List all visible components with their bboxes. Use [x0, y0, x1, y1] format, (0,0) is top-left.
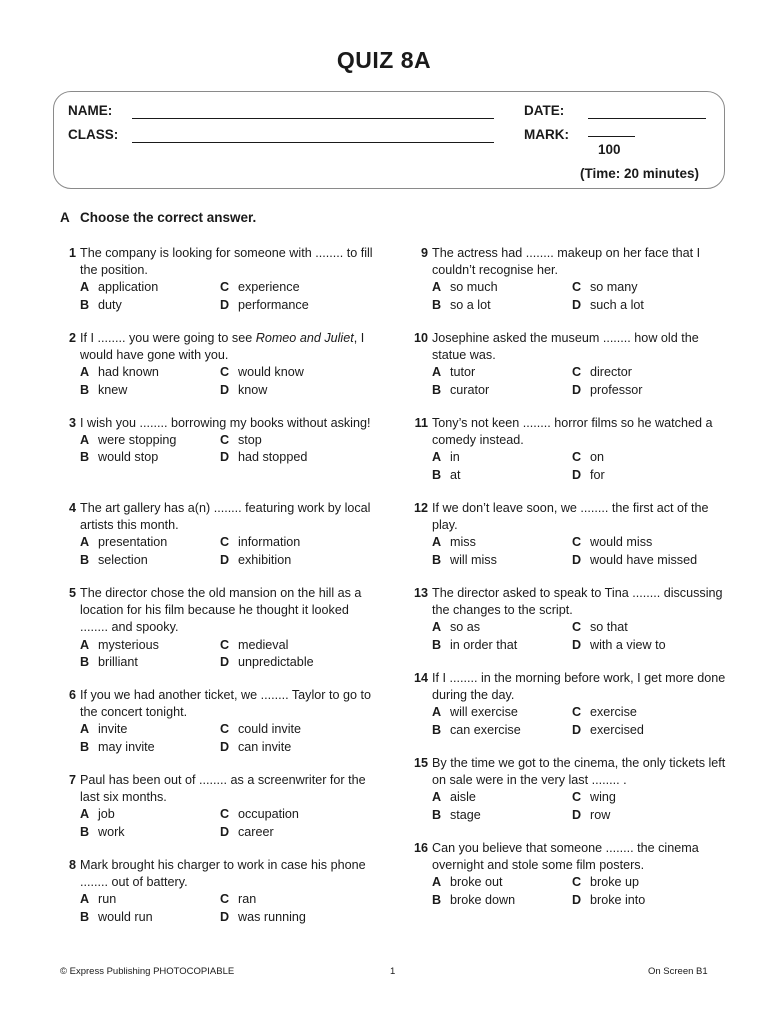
name-line[interactable]	[132, 118, 494, 119]
option-text: brilliant	[98, 654, 138, 669]
option-c[interactable]	[572, 364, 632, 381]
option-c[interactable]	[220, 432, 262, 449]
option-text: professor	[590, 382, 643, 397]
option-letter: B	[80, 297, 90, 312]
option-text: for	[590, 467, 605, 482]
question-1	[68, 245, 380, 314]
option-letter: A	[432, 705, 442, 720]
question-number: 7	[68, 773, 76, 787]
option-a[interactable]	[80, 721, 127, 738]
options-row-1	[432, 449, 732, 466]
question-stem: The company is looking for someone with ........ to fill the position.	[80, 246, 373, 278]
option-b[interactable]	[80, 909, 153, 926]
option-text: broke down	[450, 892, 516, 907]
option-letter: B	[80, 450, 90, 465]
option-c[interactable]	[220, 806, 299, 823]
option-letter: D	[572, 722, 582, 737]
option-text: so that	[590, 620, 628, 635]
option-letter: B	[432, 297, 442, 312]
question-9	[420, 245, 732, 314]
option-d[interactable]	[572, 807, 610, 824]
option-c[interactable]	[220, 364, 304, 381]
option-letter: C	[572, 875, 582, 890]
option-letter: C	[572, 280, 582, 295]
option-text: was running	[238, 909, 306, 924]
option-b[interactable]	[432, 297, 491, 314]
options-row-1	[80, 364, 380, 381]
options-row-2	[80, 909, 380, 926]
option-d[interactable]	[572, 297, 644, 314]
option-text: director	[590, 365, 632, 380]
options-row-2	[432, 722, 732, 739]
option-letter: D	[572, 637, 582, 652]
option-text: will miss	[450, 552, 497, 567]
option-text: broke up	[590, 875, 640, 890]
options-row-1	[432, 279, 732, 296]
option-d[interactable]	[572, 722, 644, 739]
option-a[interactable]	[432, 449, 460, 466]
option-d[interactable]	[220, 824, 274, 841]
section-heading	[60, 210, 256, 225]
option-text: can invite	[238, 739, 292, 754]
question-15	[413, 755, 732, 824]
class-line[interactable]	[132, 142, 494, 143]
footer-course-name: On Screen B1	[648, 966, 708, 977]
option-a[interactable]	[80, 637, 159, 654]
option-letter: A	[80, 365, 90, 380]
option-letter: C	[220, 365, 230, 380]
footer-page-number: 1	[390, 966, 396, 977]
option-letter: B	[80, 654, 90, 669]
option-letter: A	[80, 280, 90, 295]
option-letter: C	[220, 433, 230, 448]
footer-copyright: © Express Publishing PHOTOCOPIABLE	[60, 966, 235, 977]
option-text: so a lot	[450, 297, 491, 312]
options-row-1	[80, 891, 380, 908]
option-text: would stop	[98, 450, 159, 465]
option-text: miss	[450, 535, 476, 550]
option-c[interactable]	[572, 789, 616, 806]
options-row-1	[80, 806, 380, 823]
name-label: NAME:	[68, 103, 113, 118]
options-row-1	[432, 704, 732, 721]
option-letter: D	[220, 382, 230, 397]
option-c[interactable]	[572, 874, 639, 891]
question-stem: Tony’s not keen ........ horror films so he watched a comedy instead.	[432, 416, 713, 448]
question-stem: Josephine asked the museum ........ how old the statue was.	[432, 331, 699, 363]
options-row-2	[80, 654, 380, 671]
option-d[interactable]	[220, 552, 291, 569]
option-text: with a view to	[590, 637, 666, 652]
section-letter: A	[60, 210, 70, 225]
options-row-1	[432, 364, 732, 381]
options-row-2	[432, 637, 732, 654]
options-row-1	[80, 432, 380, 449]
question-number: 9	[420, 246, 428, 260]
option-letter: A	[432, 535, 442, 550]
question-16	[413, 840, 732, 909]
option-d[interactable]	[572, 382, 643, 399]
option-d[interactable]	[572, 467, 605, 484]
options-row-2	[432, 382, 732, 399]
options-row-2	[80, 739, 380, 756]
option-d[interactable]	[220, 297, 309, 314]
question-stem: Mark brought his charger to work in case his phone ........ out of battery.	[80, 858, 366, 890]
option-letter: C	[220, 535, 230, 550]
option-letter: A	[80, 433, 90, 448]
option-text: were stopping	[98, 433, 177, 448]
option-text: stage	[450, 807, 481, 822]
option-letter: B	[80, 552, 90, 567]
option-a[interactable]	[80, 891, 116, 908]
option-b[interactable]	[432, 552, 497, 569]
question-11	[414, 415, 732, 484]
question-stem: The director chose the old mansion on the hill as a location for his film because he thought it looked ........ and spooky.	[80, 586, 362, 635]
option-b[interactable]	[80, 654, 138, 671]
option-text: work	[98, 824, 125, 839]
option-text: row	[590, 807, 611, 822]
option-text: aisle	[450, 790, 476, 805]
option-letter: B	[432, 467, 442, 482]
option-d[interactable]	[572, 552, 697, 569]
option-letter: C	[572, 790, 582, 805]
option-letter: C	[572, 450, 582, 465]
option-letter: B	[80, 909, 90, 924]
option-c[interactable]	[220, 891, 256, 908]
option-a[interactable]	[432, 279, 498, 296]
option-a[interactable]	[80, 806, 115, 823]
date-line[interactable]	[588, 118, 706, 119]
option-text: will exercise	[450, 705, 518, 720]
date-label: DATE:	[524, 103, 565, 118]
option-c[interactable]	[220, 721, 301, 738]
option-letter: C	[572, 365, 582, 380]
options-row-1	[432, 874, 732, 891]
option-text: may invite	[98, 739, 155, 754]
question-number: 6	[68, 688, 76, 702]
option-text: tutor	[450, 365, 476, 380]
option-letter: D	[572, 382, 582, 397]
option-a[interactable]	[80, 364, 159, 381]
option-b[interactable]	[432, 892, 515, 909]
option-letter: D	[220, 654, 230, 669]
option-b[interactable]	[432, 637, 517, 654]
question-stem: The art gallery has a(n) ........ featuring work by local artists this month.	[80, 501, 371, 533]
question-number: 11	[414, 416, 428, 430]
options-row-2	[80, 552, 380, 569]
mark-label: MARK:	[524, 127, 569, 142]
option-letter: D	[220, 824, 230, 839]
option-text: could invite	[238, 722, 302, 737]
options-row-1	[80, 637, 380, 654]
options-row-2	[432, 297, 732, 314]
option-b[interactable]	[432, 382, 489, 399]
option-letter: D	[572, 892, 582, 907]
question-stem: Can you believe that someone ........ the cinema overnight and stole some film posters.	[432, 841, 699, 873]
option-text: broke out	[450, 875, 503, 890]
option-text: on	[590, 450, 605, 465]
option-text: so much	[450, 280, 498, 295]
option-c[interactable]	[572, 534, 652, 551]
option-letter: D	[220, 552, 230, 567]
mark-total: 100	[598, 142, 621, 157]
option-text: had known	[98, 365, 159, 380]
question-3	[68, 415, 380, 467]
option-letter: A	[432, 790, 442, 805]
option-text: career	[238, 824, 274, 839]
option-letter: D	[220, 297, 230, 312]
option-b[interactable]	[432, 807, 481, 824]
option-a[interactable]	[432, 789, 476, 806]
option-a[interactable]	[432, 704, 518, 721]
option-text: would run	[98, 909, 153, 924]
option-a[interactable]	[80, 432, 176, 449]
option-text: know	[238, 382, 268, 397]
question-14	[413, 670, 732, 739]
option-d[interactable]	[572, 892, 645, 909]
option-text: knew	[98, 382, 128, 397]
option-text: application	[98, 280, 159, 295]
option-letter: A	[80, 637, 90, 652]
question-2	[68, 330, 380, 399]
option-text: exercise	[590, 705, 637, 720]
question-7	[68, 772, 380, 841]
question-number: 13	[413, 586, 428, 600]
options-row-2	[432, 552, 732, 569]
option-letter: A	[432, 450, 442, 465]
option-text: such a lot	[590, 297, 644, 312]
question-8	[68, 857, 380, 926]
question-6	[68, 687, 380, 756]
question-stem: Paul has been out of ........ as a screenwriter for the last six months.	[80, 773, 366, 805]
question-number: 10	[413, 331, 428, 345]
option-text: run	[98, 892, 117, 907]
option-a[interactable]	[80, 279, 158, 296]
options-row-1	[80, 534, 380, 551]
option-b[interactable]	[432, 722, 521, 739]
question-4	[68, 500, 380, 569]
option-text: would have missed	[590, 552, 698, 567]
option-letter: A	[80, 722, 90, 737]
option-letter: D	[572, 297, 582, 312]
option-letter: D	[572, 807, 582, 822]
question-stem: By the time we got to the cinema, the only tickets left on sale were in the very last ........ .	[432, 756, 726, 788]
question-stem: If we don’t leave soon, we ........ the first act of the play.	[432, 501, 709, 533]
option-c[interactable]	[220, 637, 288, 654]
question-stem: The actress had ........ makeup on her face that I couldn’t recognise her.	[432, 246, 701, 278]
question-stem: If I ........ in the morning before work, I get more done during the day.	[432, 671, 726, 703]
option-text: experience	[238, 280, 300, 295]
option-text: in	[450, 450, 460, 465]
option-text: so many	[590, 280, 638, 295]
option-b[interactable]	[80, 449, 158, 466]
option-text: would know	[238, 365, 304, 380]
option-letter: B	[432, 807, 442, 822]
option-letter: B	[432, 382, 442, 397]
class-label: CLASS:	[68, 127, 119, 142]
options-row-2	[80, 297, 380, 314]
option-letter: B	[80, 739, 90, 754]
option-text: wing	[590, 790, 616, 805]
question-number: 16	[413, 841, 428, 855]
option-letter: A	[432, 365, 442, 380]
option-c[interactable]	[572, 619, 628, 636]
option-b[interactable]	[80, 739, 155, 756]
question-stem: The director asked to speak to Tina ........ discussing the changes to the script.	[432, 586, 723, 618]
option-a[interactable]	[432, 874, 503, 891]
option-d[interactable]	[220, 909, 306, 926]
options-row-1	[80, 279, 380, 296]
question-number: 4	[68, 501, 76, 515]
option-text: in order that	[450, 637, 518, 652]
question-10	[413, 330, 732, 399]
question-number: 5	[68, 586, 76, 600]
option-letter: B	[432, 637, 442, 652]
question-stem: If you we had another ticket, we ........ Taylor to go to the concert tonight.	[80, 688, 371, 720]
question-number: 8	[68, 858, 76, 872]
option-c[interactable]	[220, 279, 300, 296]
option-letter: B	[432, 722, 442, 737]
options-row-2	[80, 449, 380, 466]
option-letter: A	[80, 535, 90, 550]
option-text: stop	[238, 433, 262, 448]
options-row-1	[80, 721, 380, 738]
option-letter: A	[432, 280, 442, 295]
option-d[interactable]	[220, 739, 291, 756]
option-letter: C	[220, 637, 230, 652]
question-number: 12	[413, 501, 428, 515]
option-c[interactable]	[572, 704, 637, 721]
question-12	[413, 500, 732, 569]
option-a[interactable]	[432, 619, 480, 636]
question-number: 15	[413, 756, 428, 770]
option-letter: B	[432, 552, 442, 567]
question-number: 14	[413, 671, 428, 685]
options-row-1	[432, 789, 732, 806]
option-letter: A	[80, 892, 90, 907]
option-text: occupation	[238, 807, 299, 822]
option-d[interactable]	[220, 654, 314, 671]
option-letter: C	[220, 892, 230, 907]
section-instruction: Choose the correct answer.	[80, 210, 257, 225]
question-number: 1	[68, 246, 76, 260]
option-text: exhibition	[238, 552, 292, 567]
option-text: had stopped	[238, 450, 308, 465]
option-text: selection	[98, 552, 148, 567]
option-text: duty	[98, 297, 122, 312]
option-text: ran	[238, 892, 257, 907]
option-b[interactable]	[80, 382, 127, 399]
option-d[interactable]	[572, 637, 666, 654]
option-b[interactable]	[80, 824, 125, 841]
option-letter: A	[432, 620, 442, 635]
options-row-2	[80, 382, 380, 399]
option-letter: C	[220, 722, 230, 737]
option-text: can exercise	[450, 722, 521, 737]
option-letter: C	[572, 705, 582, 720]
option-c[interactable]	[572, 449, 604, 466]
option-letter: B	[80, 382, 90, 397]
option-a[interactable]	[432, 364, 475, 381]
option-letter: B	[432, 892, 442, 907]
options-row-1	[432, 534, 732, 551]
option-letter: A	[80, 807, 90, 822]
option-b[interactable]	[432, 467, 461, 484]
option-text: job	[98, 807, 115, 822]
mark-line[interactable]	[588, 136, 635, 137]
option-letter: D	[572, 552, 582, 567]
question-5	[68, 585, 380, 671]
option-letter: D	[220, 739, 230, 754]
option-d[interactable]	[220, 449, 307, 466]
option-b[interactable]	[80, 297, 122, 314]
option-letter: B	[80, 824, 90, 839]
option-letter: C	[572, 535, 582, 550]
option-text: curator	[450, 382, 490, 397]
option-text: medieval	[238, 637, 289, 652]
option-text: unpredictable	[238, 654, 314, 669]
option-letter: C	[220, 807, 230, 822]
option-text: presentation	[98, 535, 168, 550]
options-row-1	[432, 619, 732, 636]
option-text: invite	[98, 722, 128, 737]
option-text: broke into	[590, 892, 646, 907]
options-row-2	[432, 467, 732, 484]
option-a[interactable]	[80, 534, 167, 551]
question-stem: If I ........ you were going to see Romeo and Juliet, I would have gone with you.	[80, 331, 365, 363]
option-text: performance	[238, 297, 309, 312]
option-letter: D	[220, 909, 230, 924]
option-text: exercised	[590, 722, 644, 737]
option-text: mysterious	[98, 637, 159, 652]
option-letter: A	[432, 875, 442, 890]
option-text: so as	[450, 620, 481, 635]
options-row-2	[80, 824, 380, 841]
option-letter: D	[572, 467, 582, 482]
option-text: would miss	[590, 535, 653, 550]
question-number: 2	[68, 331, 76, 345]
time-limit: (Time: 20 minutes)	[580, 166, 700, 181]
option-letter: C	[220, 280, 230, 295]
option-b[interactable]	[80, 552, 148, 569]
question-stem: I wish you ........ borrowing my books without asking!	[80, 416, 371, 430]
options-row-2	[432, 892, 732, 909]
option-letter: C	[572, 620, 582, 635]
option-a[interactable]	[432, 534, 476, 551]
option-c[interactable]	[220, 534, 300, 551]
options-row-2	[432, 807, 732, 824]
option-d[interactable]	[220, 382, 267, 399]
option-c[interactable]	[572, 279, 638, 296]
question-13	[413, 585, 732, 654]
question-number: 3	[68, 416, 76, 430]
option-text: information	[238, 535, 301, 550]
option-text: at	[450, 467, 461, 482]
quiz-title: QUIZ 8A	[336, 47, 432, 73]
option-letter: D	[220, 450, 230, 465]
